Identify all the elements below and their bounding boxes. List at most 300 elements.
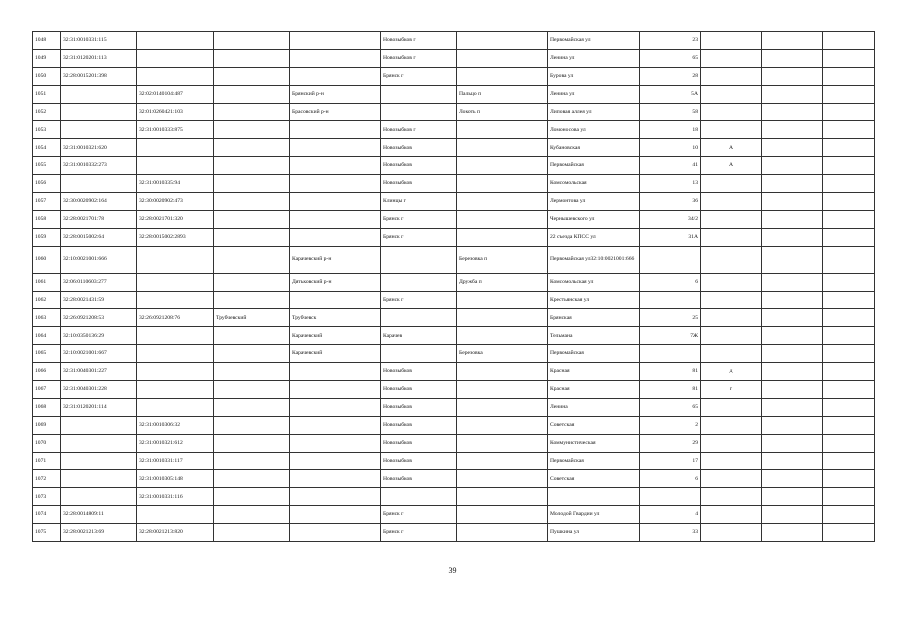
cell-building-letter — [701, 32, 762, 50]
cell-row-number: 1054 — [33, 139, 61, 157]
cell-extra-field-2 — [823, 398, 875, 416]
cell-city — [381, 103, 457, 121]
cell-row-number: 1072 — [33, 470, 61, 488]
cell-settlement — [457, 309, 548, 327]
cell-extra-field-2 — [823, 506, 875, 524]
cell-row-number: 1049 — [33, 49, 61, 67]
cell-cadastral-number — [61, 452, 137, 470]
cell-extra-field-1 — [762, 416, 823, 434]
cell-district-name — [214, 506, 290, 524]
cell-city: Новозыбков — [381, 416, 457, 434]
cell-cadastral-number-building — [137, 345, 214, 363]
cell-cadastral-number-building — [137, 506, 214, 524]
cell-building-letter — [701, 309, 762, 327]
cell-building-letter — [701, 49, 762, 67]
cell-district-name — [214, 228, 290, 246]
cell-district: Брянский р-н — [290, 85, 381, 103]
cell-settlement — [457, 139, 548, 157]
cell-city: Брянск г — [381, 210, 457, 228]
cell-house-number: 65 — [640, 49, 701, 67]
cell-cadastral-number: 32:31:0120201:113 — [61, 49, 137, 67]
table-row — [33, 381, 875, 399]
cell-district-name — [214, 524, 290, 542]
cell-extra-field-2 — [823, 246, 875, 273]
cell-cadastral-number: 32:28:0021213:69 — [61, 524, 137, 542]
cell-building-letter — [701, 416, 762, 434]
cell-district-name — [214, 416, 290, 434]
cell-row-number: 1075 — [33, 524, 61, 542]
cell-city: Новозыбков — [381, 157, 457, 175]
table-row — [33, 452, 875, 470]
cell-building-letter — [701, 193, 762, 211]
cell-street: Первомайская ул32:10:0021001:666 — [548, 246, 640, 273]
cell-house-number: 5А — [640, 85, 701, 103]
cell-row-number: 1050 — [33, 67, 61, 85]
cell-house-number — [640, 488, 701, 506]
cell-cadastral-number: 32:31:0040301:227 — [61, 363, 137, 381]
cell-cadastral-number-building: 32:28:0021701:320 — [137, 210, 214, 228]
cell-cadastral-number: 32:31:0040301:228 — [61, 381, 137, 399]
cell-city: Брянск г — [381, 506, 457, 524]
cell-house-number: 10 — [640, 139, 701, 157]
cell-district-name — [214, 398, 290, 416]
cell-building-letter — [701, 85, 762, 103]
cell-extra-field-1 — [762, 67, 823, 85]
table-row — [33, 193, 875, 211]
cell-extra-field-1 — [762, 139, 823, 157]
cell-district — [290, 175, 381, 193]
cell-row-number: 1073 — [33, 488, 61, 506]
cell-district — [290, 398, 381, 416]
cell-street: Красная — [548, 363, 640, 381]
cell-house-number: 13 — [640, 175, 701, 193]
cell-extra-field-2 — [823, 416, 875, 434]
cell-cadastral-number-building: 32:30:0020902:473 — [137, 193, 214, 211]
cell-cadastral-number: 32:28:0021431:59 — [61, 291, 137, 309]
cell-extra-field-1 — [762, 488, 823, 506]
cell-extra-field-1 — [762, 273, 823, 291]
cell-cadastral-number: 32:28:0014809:11 — [61, 506, 137, 524]
cell-cadastral-number-building — [137, 157, 214, 175]
cell-district — [290, 488, 381, 506]
cell-cadastral-number: 32:31:0010331:115 — [61, 32, 137, 50]
table-row — [33, 32, 875, 50]
cell-district-name — [214, 488, 290, 506]
cell-district — [290, 506, 381, 524]
cell-district-name — [214, 210, 290, 228]
cell-district-name — [214, 67, 290, 85]
cell-cadastral-number: 32:30:0020902:164 — [61, 193, 137, 211]
cell-cadastral-number — [61, 488, 137, 506]
cell-house-number: 18 — [640, 121, 701, 139]
cell-extra-field-2 — [823, 327, 875, 345]
cell-city — [381, 246, 457, 273]
table-row — [33, 139, 875, 157]
cell-house-number: 58 — [640, 103, 701, 121]
cell-cadastral-number-building — [137, 398, 214, 416]
cell-row-number: 1069 — [33, 416, 61, 434]
cell-house-number — [640, 345, 701, 363]
cell-cadastral-number: 32:10:0021001:667 — [61, 345, 137, 363]
cell-city: Новозыбков г — [381, 49, 457, 67]
cell-row-number: 1055 — [33, 157, 61, 175]
cell-extra-field-2 — [823, 49, 875, 67]
cell-extra-field-1 — [762, 452, 823, 470]
table-row — [33, 327, 875, 345]
cell-row-number: 1060 — [33, 246, 61, 273]
table-row — [33, 470, 875, 488]
cell-house-number: 7Ж — [640, 327, 701, 345]
cell-district — [290, 452, 381, 470]
cell-district — [290, 139, 381, 157]
cell-house-number: 28 — [640, 67, 701, 85]
cell-settlement — [457, 524, 548, 542]
cell-row-number: 1063 — [33, 309, 61, 327]
cell-street: Ленина — [548, 398, 640, 416]
cell-settlement: Березовка п — [457, 246, 548, 273]
cell-street: Бурова ул — [548, 67, 640, 85]
cell-city: Карачев — [381, 327, 457, 345]
cell-house-number: 17 — [640, 452, 701, 470]
cell-building-letter — [701, 175, 762, 193]
cell-building-letter — [701, 228, 762, 246]
cell-building-letter — [701, 488, 762, 506]
table-row — [33, 506, 875, 524]
cell-building-letter — [701, 345, 762, 363]
cell-district: Карачевский — [290, 345, 381, 363]
cell-district — [290, 434, 381, 452]
cell-house-number: 29 — [640, 434, 701, 452]
cell-cadastral-number-building: 32:31:0010306:32 — [137, 416, 214, 434]
cell-house-number: 65 — [640, 398, 701, 416]
cell-extra-field-2 — [823, 210, 875, 228]
cell-settlement — [457, 381, 548, 399]
cell-building-letter: А — [701, 139, 762, 157]
cell-street: Кубановская — [548, 139, 640, 157]
cell-street: 22 съезда КПСС ул — [548, 228, 640, 246]
cell-building-letter: д — [701, 363, 762, 381]
cell-street: Пушкина ул — [548, 524, 640, 542]
cell-house-number: 25 — [640, 309, 701, 327]
cell-building-letter — [701, 246, 762, 273]
cell-extra-field-1 — [762, 32, 823, 50]
cell-district-name — [214, 291, 290, 309]
cell-building-letter — [701, 291, 762, 309]
cell-extra-field-2 — [823, 488, 875, 506]
cell-building-letter — [701, 398, 762, 416]
cell-district-name — [214, 139, 290, 157]
cell-extra-field-1 — [762, 309, 823, 327]
cell-extra-field-1 — [762, 327, 823, 345]
cell-street: Первомайская — [548, 452, 640, 470]
cell-settlement — [457, 398, 548, 416]
cell-cadastral-number-building: 32:28:0015002:2893 — [137, 228, 214, 246]
cell-building-letter — [701, 103, 762, 121]
cell-row-number: 1074 — [33, 506, 61, 524]
cell-district — [290, 524, 381, 542]
cell-row-number: 1066 — [33, 363, 61, 381]
cell-district — [290, 32, 381, 50]
cell-settlement — [457, 327, 548, 345]
registry-sheet — [32, 31, 874, 542]
cell-settlement — [457, 470, 548, 488]
cell-extra-field-2 — [823, 85, 875, 103]
table-row — [33, 309, 875, 327]
cell-city: Новозыбков — [381, 381, 457, 399]
cell-city: Новозыбков — [381, 363, 457, 381]
cell-house-number: 36 — [640, 193, 701, 211]
cell-street: Красная — [548, 381, 640, 399]
cell-district-name — [214, 121, 290, 139]
cell-district — [290, 416, 381, 434]
cell-house-number: 34/2 — [640, 210, 701, 228]
cell-city: Брянск г — [381, 524, 457, 542]
cell-extra-field-2 — [823, 363, 875, 381]
cell-city — [381, 85, 457, 103]
cell-street: Молодой Гвардии ул — [548, 506, 640, 524]
cell-cadastral-number: 32:28:0015002:64 — [61, 228, 137, 246]
cell-city: Новозыбков — [381, 398, 457, 416]
cell-city: Новозыбков г — [381, 121, 457, 139]
cell-extra-field-2 — [823, 103, 875, 121]
cell-district — [290, 381, 381, 399]
cell-cadastral-number: 32:31:0010332:273 — [61, 157, 137, 175]
cell-cadastral-number — [61, 121, 137, 139]
cell-extra-field-2 — [823, 470, 875, 488]
cell-district: Карачевский р-н — [290, 246, 381, 273]
cell-city: Брянск г — [381, 291, 457, 309]
cell-settlement — [457, 416, 548, 434]
cell-settlement — [457, 452, 548, 470]
cell-cadastral-number-building — [137, 49, 214, 67]
cell-extra-field-1 — [762, 345, 823, 363]
table-row — [33, 488, 875, 506]
cell-house-number: 23 — [640, 32, 701, 50]
cell-city: Новозыбков — [381, 434, 457, 452]
property-registry-table — [32, 31, 875, 542]
cell-cadastral-number-building: 32:26:0921208:76 — [137, 309, 214, 327]
cell-cadastral-number: 32:10:0350136:29 — [61, 327, 137, 345]
cell-row-number: 1065 — [33, 345, 61, 363]
cell-cadastral-number: 32:28:0015201:398 — [61, 67, 137, 85]
cell-district — [290, 470, 381, 488]
cell-district — [290, 121, 381, 139]
cell-cadastral-number-building: 32:31:0010335:94 — [137, 175, 214, 193]
cell-settlement — [457, 67, 548, 85]
cell-building-letter — [701, 210, 762, 228]
cell-street: Комсомольская — [548, 175, 640, 193]
cell-district-name — [214, 452, 290, 470]
cell-settlement — [457, 488, 548, 506]
cell-district-name — [214, 470, 290, 488]
cell-settlement: Локоть п — [457, 103, 548, 121]
cell-cadastral-number-building — [137, 327, 214, 345]
cell-extra-field-2 — [823, 228, 875, 246]
cell-cadastral-number — [61, 175, 137, 193]
cell-building-letter — [701, 524, 762, 542]
cell-city — [381, 309, 457, 327]
cell-house-number: 4 — [640, 506, 701, 524]
cell-extra-field-2 — [823, 434, 875, 452]
cell-settlement — [457, 157, 548, 175]
page-number: 39 — [448, 566, 457, 575]
cell-building-letter — [701, 470, 762, 488]
cell-street: Комсомольская ул — [548, 273, 640, 291]
cell-extra-field-1 — [762, 470, 823, 488]
cell-city: Брянск г — [381, 228, 457, 246]
cell-settlement: Пальцо п — [457, 85, 548, 103]
cell-cadastral-number: 32:10:0021001:666 — [61, 246, 137, 273]
table-row — [33, 175, 875, 193]
table-row — [33, 291, 875, 309]
cell-row-number: 1056 — [33, 175, 61, 193]
cell-district-name — [214, 327, 290, 345]
cell-cadastral-number-building: 32:01:0260421:103 — [137, 103, 214, 121]
cell-cadastral-number-building — [137, 67, 214, 85]
cell-settlement — [457, 193, 548, 211]
table-row — [33, 210, 875, 228]
cell-extra-field-2 — [823, 381, 875, 399]
cell-extra-field-1 — [762, 434, 823, 452]
cell-cadastral-number: 32:31:0120201:114 — [61, 398, 137, 416]
cell-street: Тельмана — [548, 327, 640, 345]
cell-row-number: 1053 — [33, 121, 61, 139]
table-row — [33, 246, 875, 273]
cell-district — [290, 193, 381, 211]
cell-extra-field-2 — [823, 121, 875, 139]
cell-row-number: 1070 — [33, 434, 61, 452]
cell-city: Клинцы г — [381, 193, 457, 211]
cell-building-letter — [701, 121, 762, 139]
cell-extra-field-1 — [762, 363, 823, 381]
cell-cadastral-number — [61, 434, 137, 452]
cell-district-name — [214, 157, 290, 175]
cell-city — [381, 273, 457, 291]
table-row — [33, 49, 875, 67]
cell-street: Первомайская — [548, 345, 640, 363]
cell-cadastral-number-building: 32:28:0021213:820 — [137, 524, 214, 542]
cell-settlement — [457, 175, 548, 193]
cell-city — [381, 488, 457, 506]
cell-row-number: 1058 — [33, 210, 61, 228]
cell-row-number: 1064 — [33, 327, 61, 345]
cell-house-number — [640, 291, 701, 309]
cell-district-name — [214, 363, 290, 381]
cell-row-number: 1061 — [33, 273, 61, 291]
cell-cadastral-number — [61, 416, 137, 434]
cell-district-name — [214, 246, 290, 273]
cell-street: Первомайская ул — [548, 32, 640, 50]
cell-city: Новозыбков — [381, 139, 457, 157]
table-row — [33, 103, 875, 121]
cell-street — [548, 488, 640, 506]
cell-extra-field-1 — [762, 210, 823, 228]
cell-row-number: 1051 — [33, 85, 61, 103]
cell-cadastral-number-building: 32:02:0140104:487 — [137, 85, 214, 103]
cell-cadastral-number: 32:31:0010321:620 — [61, 139, 137, 157]
cell-house-number: 31А — [640, 228, 701, 246]
cell-cadastral-number: 32:06:0110603:277 — [61, 273, 137, 291]
cell-extra-field-1 — [762, 398, 823, 416]
cell-extra-field-2 — [823, 273, 875, 291]
cell-street: Первомайская — [548, 157, 640, 175]
cell-row-number: 1062 — [33, 291, 61, 309]
cell-extra-field-1 — [762, 103, 823, 121]
cell-district — [290, 210, 381, 228]
cell-district-name: Трубчевский — [214, 309, 290, 327]
table-row — [33, 273, 875, 291]
cell-building-letter — [701, 67, 762, 85]
cell-building-letter: г — [701, 381, 762, 399]
cell-district-name — [214, 103, 290, 121]
cell-extra-field-2 — [823, 524, 875, 542]
cell-extra-field-2 — [823, 32, 875, 50]
cell-cadastral-number-building — [137, 273, 214, 291]
cell-building-letter — [701, 273, 762, 291]
cell-extra-field-1 — [762, 291, 823, 309]
cell-extra-field-2 — [823, 309, 875, 327]
cell-settlement — [457, 363, 548, 381]
cell-street: Ленина ул — [548, 49, 640, 67]
cell-district-name — [214, 434, 290, 452]
cell-cadastral-number — [61, 470, 137, 488]
cell-street: Чернышевского ул — [548, 210, 640, 228]
cell-cadastral-number-building: 32:31:0010305:148 — [137, 470, 214, 488]
table-row — [33, 398, 875, 416]
cell-extra-field-2 — [823, 452, 875, 470]
cell-cadastral-number-building — [137, 381, 214, 399]
cell-cadastral-number-building — [137, 363, 214, 381]
cell-house-number: 6 — [640, 273, 701, 291]
cell-extra-field-1 — [762, 246, 823, 273]
cell-cadastral-number-building — [137, 246, 214, 273]
cell-city: Новозыбков — [381, 452, 457, 470]
cell-district-name — [214, 193, 290, 211]
table-body — [33, 32, 875, 542]
cell-cadastral-number — [61, 85, 137, 103]
cell-cadastral-number: 32:26:0921208:53 — [61, 309, 137, 327]
table-row — [33, 67, 875, 85]
cell-district: Трубчевск — [290, 309, 381, 327]
cell-house-number: 81 — [640, 363, 701, 381]
cell-street: Ленина ул — [548, 85, 640, 103]
cell-row-number: 1048 — [33, 32, 61, 50]
cell-row-number: 1059 — [33, 228, 61, 246]
cell-street: Советская — [548, 416, 640, 434]
cell-extra-field-2 — [823, 175, 875, 193]
cell-settlement — [457, 32, 548, 50]
cell-building-letter — [701, 327, 762, 345]
cell-settlement — [457, 121, 548, 139]
cell-city: Новозыбков — [381, 470, 457, 488]
cell-extra-field-1 — [762, 193, 823, 211]
cell-street: Советская — [548, 470, 640, 488]
cell-house-number: 81 — [640, 381, 701, 399]
cell-row-number: 1057 — [33, 193, 61, 211]
cell-extra-field-2 — [823, 193, 875, 211]
cell-extra-field-1 — [762, 506, 823, 524]
cell-extra-field-1 — [762, 49, 823, 67]
cell-district: Карачевский — [290, 327, 381, 345]
cell-settlement: Дружба п — [457, 273, 548, 291]
cell-row-number: 1071 — [33, 452, 61, 470]
cell-city: Новозыбков г — [381, 32, 457, 50]
cell-settlement — [457, 434, 548, 452]
cell-district-name — [214, 381, 290, 399]
cell-settlement — [457, 210, 548, 228]
cell-cadastral-number — [61, 103, 137, 121]
table-row — [33, 85, 875, 103]
